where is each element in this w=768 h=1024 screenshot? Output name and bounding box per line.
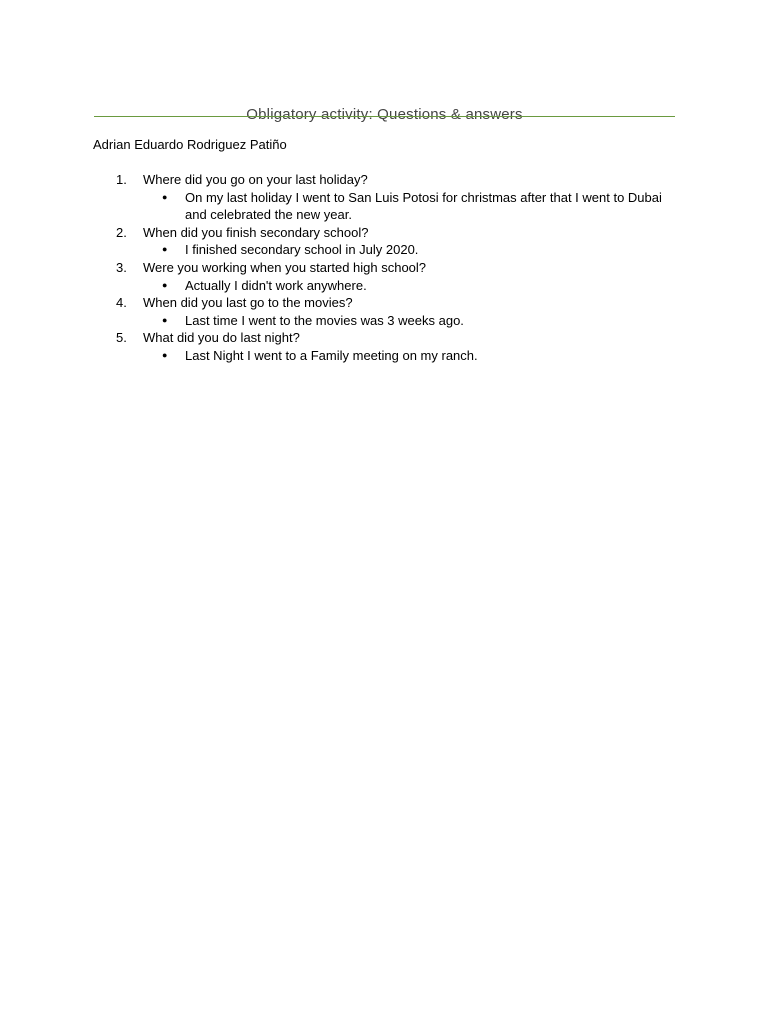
answer-row: [93, 241, 683, 259]
question-number: 1.: [116, 172, 127, 187]
answer-list: [93, 277, 683, 295]
answer-list: [93, 241, 683, 259]
answer-row: [93, 347, 683, 365]
answer-row: [93, 312, 683, 330]
question-row: [93, 259, 683, 277]
qa-item: [93, 224, 683, 259]
question-number: 4.: [116, 295, 127, 311]
answer-list: [93, 312, 683, 330]
title-divider: [94, 116, 675, 117]
question-number: 3.: [116, 259, 127, 275]
question-text: When did you finish secondary school?: [143, 224, 369, 240]
answer-list: [93, 189, 683, 224]
question-row: [93, 224, 683, 242]
question-text: Where did you go on your last holiday?: [143, 172, 368, 187]
question-text: When did you last go to the movies?: [143, 295, 353, 311]
author-name: Adrian Eduardo Rodriguez Patiño: [93, 137, 287, 152]
question-text: Were you working when you started high school?: [143, 259, 427, 275]
question-number: 5.: [116, 330, 127, 346]
bullet-icon: ●: [162, 314, 168, 325]
question-row: [93, 171, 683, 189]
qa-item: [93, 329, 683, 364]
question-text: What did you do last night?: [143, 330, 300, 346]
bullet-icon: ●: [162, 244, 168, 255]
answer-row: [93, 189, 683, 224]
question-row: [93, 294, 683, 312]
qa-item: [93, 171, 683, 224]
answer-list: [93, 347, 683, 365]
bullet-icon: ●: [162, 191, 168, 202]
answer-text: Last time I went to the movies was 3 weeks ago.: [185, 312, 464, 328]
question-row: [93, 329, 683, 347]
bullet-icon: ●: [162, 349, 168, 360]
qa-item: [93, 259, 683, 294]
answer-text: Last Night I went to a Family meeting on my ranch.: [185, 347, 478, 363]
answer-text: Actually I didn't work anywhere.: [185, 277, 367, 293]
question-number: 2.: [116, 224, 127, 240]
document-title: Obligatory activity: Questions & answers: [246, 106, 523, 124]
qa-item: [93, 294, 683, 329]
answer-text: On my last holiday I went to San Luis Potosi for christmas after that I went to Dubai and celebrated the new year.: [185, 189, 662, 223]
answer-row: [93, 277, 683, 295]
questions-list: [93, 171, 683, 365]
answer-text: I finished secondary school in July 2020.: [185, 242, 419, 258]
bullet-icon: ●: [162, 279, 168, 290]
